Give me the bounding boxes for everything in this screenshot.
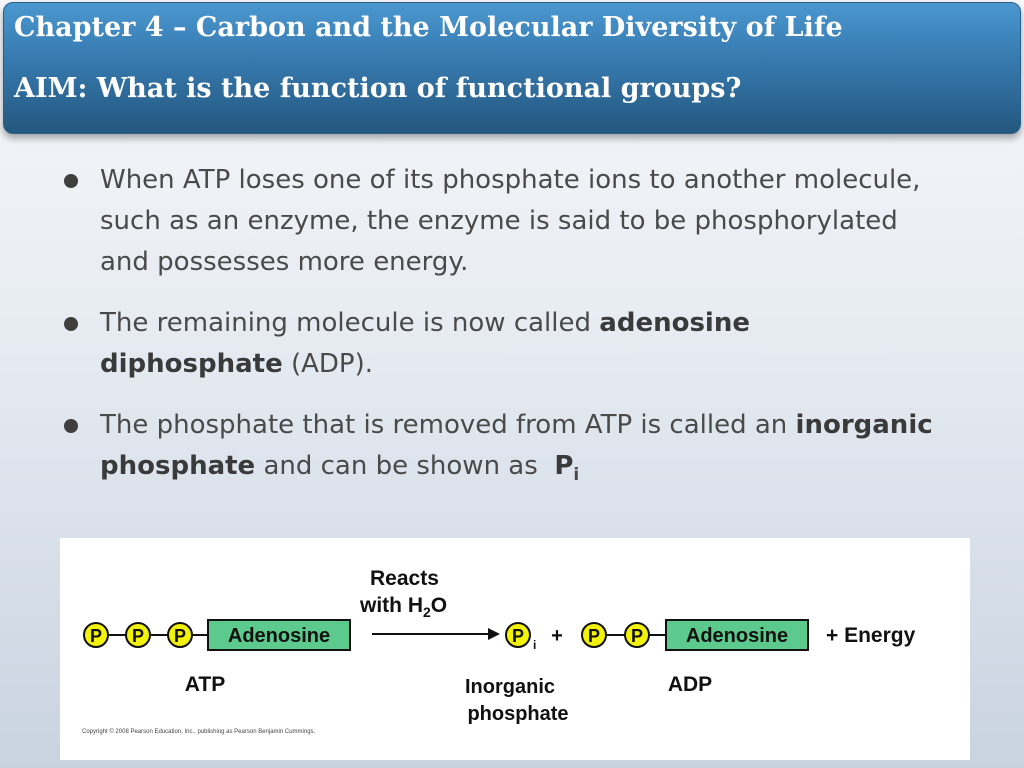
phosphate-label: P <box>131 626 145 646</box>
plus-sign: + <box>551 625 563 647</box>
bullet-item <box>60 160 940 283</box>
bullet-dot-icon <box>64 419 78 433</box>
bullet-list <box>60 160 940 516</box>
pi-subscript: i <box>533 638 537 652</box>
phosphate-label: P <box>511 626 525 646</box>
energy-label: + Energy <box>826 624 916 647</box>
copyright-text: Copyright © 2008 Pearson Education, Inc., publishing as Pearson Benjamin Cummings. <box>82 729 316 735</box>
bullet-text: and can be shown as <box>255 451 555 481</box>
bullet-text: The remaining molecule is now called <box>100 308 600 338</box>
phosphate-label: P <box>587 626 601 646</box>
pi-subscript: i <box>573 465 580 485</box>
bold-term: inorganic phosphate <box>100 410 933 481</box>
adp-label: ADP <box>667 673 713 696</box>
bullet-text: When ATP loses one of its phosphate ions to another molecule, such as an enzyme, the enzyme is said to be phosphorylated and possesses more energy. <box>100 165 921 277</box>
bullet-item <box>60 303 940 385</box>
pi-symbol: P <box>554 451 574 481</box>
phosphate-label: P <box>89 626 103 646</box>
reacts-label: with $H_2O$ <box>360 594 448 620</box>
atp-label: ATP <box>184 673 226 696</box>
bullet-dot-icon <box>64 317 78 331</box>
aim-title: AIM: What is the function of functional groups? <box>14 73 742 104</box>
phosphate-label: P <box>173 626 187 646</box>
bullet-text: The phosphate that is removed from ATP is called an <box>100 410 796 440</box>
bullet-text: (ADP). <box>282 349 374 379</box>
adenosine-label: Adenosine <box>227 625 331 647</box>
arrow-head-icon <box>488 628 500 640</box>
adenosine-label: Adenosine <box>685 625 789 647</box>
bullet-dot-icon <box>64 174 78 188</box>
phosphate-caption: phosphate <box>467 703 569 725</box>
bullet-item <box>60 405 940 496</box>
phosphate-label: P <box>630 626 644 646</box>
reacts-label: Reacts <box>370 567 439 590</box>
atp-hydrolysis-diagram <box>60 538 970 760</box>
bold-term: adenosine diphosphate <box>100 308 750 379</box>
inorganic-label: Inorganic <box>464 676 556 698</box>
chapter-title: Chapter 4 – Carbon and the Molecular Diversity of Life <box>14 12 843 43</box>
title-banner <box>3 2 1021 134</box>
